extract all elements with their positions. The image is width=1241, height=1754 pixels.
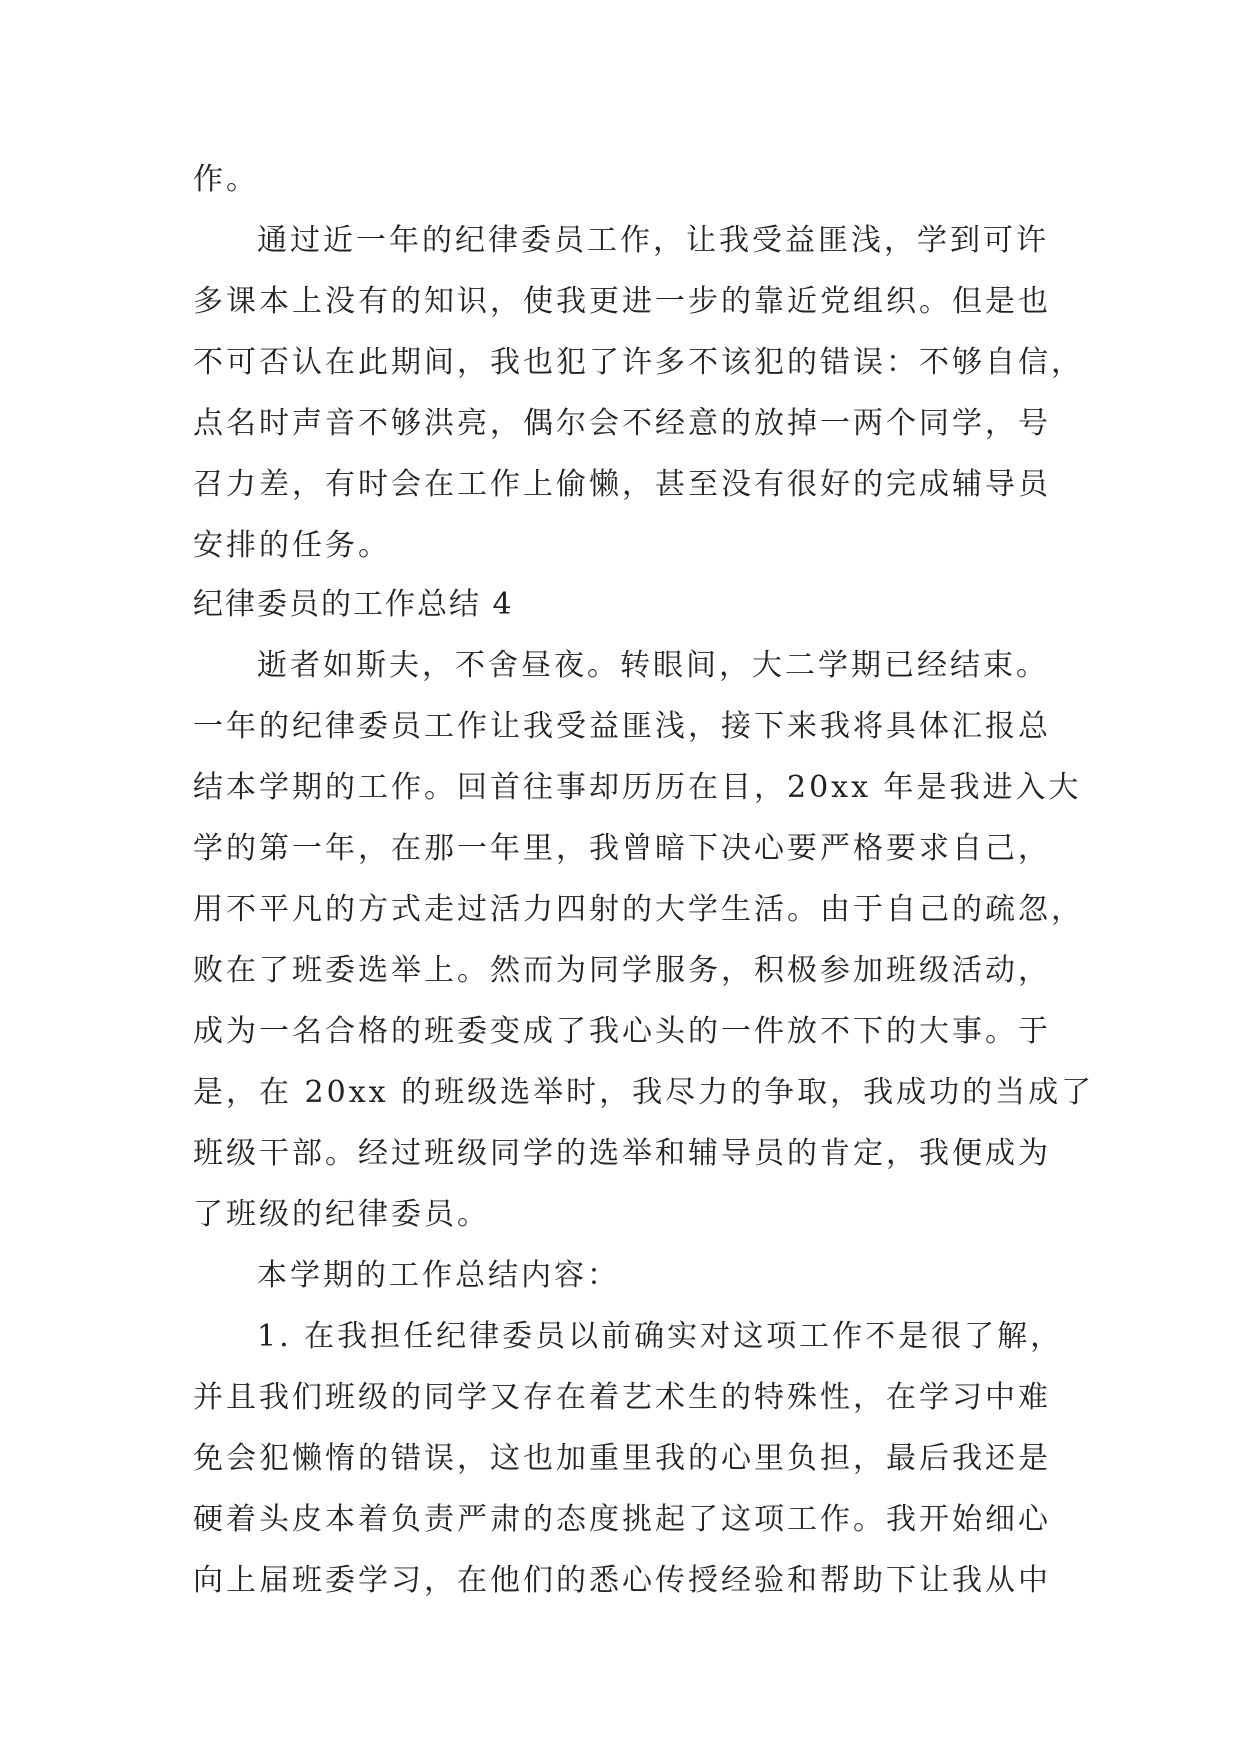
- body-line: 班级干部。经过班级同学的选举和辅导员的肯定，我便成为: [193, 1136, 1051, 1171]
- paragraph-first-line: 本学期的工作总结内容：: [257, 1258, 620, 1293]
- body-line: 结本学期的工作。回首往事却历历在目，20xx 年是我进入大: [193, 770, 1082, 805]
- section-heading: 纪律委员的工作总结 4: [193, 587, 514, 622]
- body-line: 了班级的纪律委员。: [193, 1197, 490, 1232]
- body-line: 成为一名合格的班委变成了我心头的一件放不下的大事。于: [193, 1014, 1051, 1049]
- body-line: 败在了班委选举上。然而为同学服务，积极参加班级活动，: [193, 953, 1051, 988]
- body-line: 是，在 20xx 的班级选举时，我尽力的争取，我成功的当成了: [193, 1075, 1095, 1110]
- body-line: 不可否认在此期间，我也犯了许多不该犯的错误：不够自信，: [193, 345, 1084, 380]
- body-line: 一年的纪律委员工作让我受益匪浅，接下来我将具体汇报总: [193, 709, 1051, 744]
- body-line: 召力差，有时会在工作上偷懒，甚至没有很好的完成辅导员: [193, 467, 1051, 502]
- body-line: 硬着头皮本着负责严肃的态度挑起了这项工作。我开始细心: [193, 1502, 1051, 1537]
- paragraph-first-line: 1. 在我担任纪律委员以前确实对这项工作不是很了解，: [257, 1319, 1064, 1354]
- body-line: 免会犯懒惰的错误，这也加重里我的心里负担，最后我还是: [193, 1441, 1051, 1476]
- body-line: 点名时声音不够洪亮，偶尔会不经意的放掉一两个同学，号: [193, 406, 1051, 441]
- body-line: 安排的任务。: [193, 528, 391, 563]
- paragraph-first-line: 逝者如斯夫，不舍昼夜。转眼间，大二学期已经结束。: [257, 648, 1049, 683]
- body-line: 学的第一年，在那一年里，我曾暗下决心要严格要求自己，: [193, 831, 1051, 866]
- body-line: 并且我们班级的同学又存在着艺术生的特殊性，在学习中难: [193, 1380, 1051, 1415]
- body-line: 向上届班委学习，在他们的悉心传授经验和帮助下让我从中: [193, 1563, 1051, 1598]
- body-line: 多课本上没有的知识，使我更进一步的靠近党组织。但是也: [193, 284, 1051, 319]
- paragraph-first-line: 通过近一年的纪律委员工作，让我受益匪浅，学到可许: [257, 223, 1049, 258]
- body-line: 作。: [193, 162, 259, 197]
- body-line: 用不平凡的方式走过活力四射的大学生活。由于自己的疏忽，: [193, 892, 1084, 927]
